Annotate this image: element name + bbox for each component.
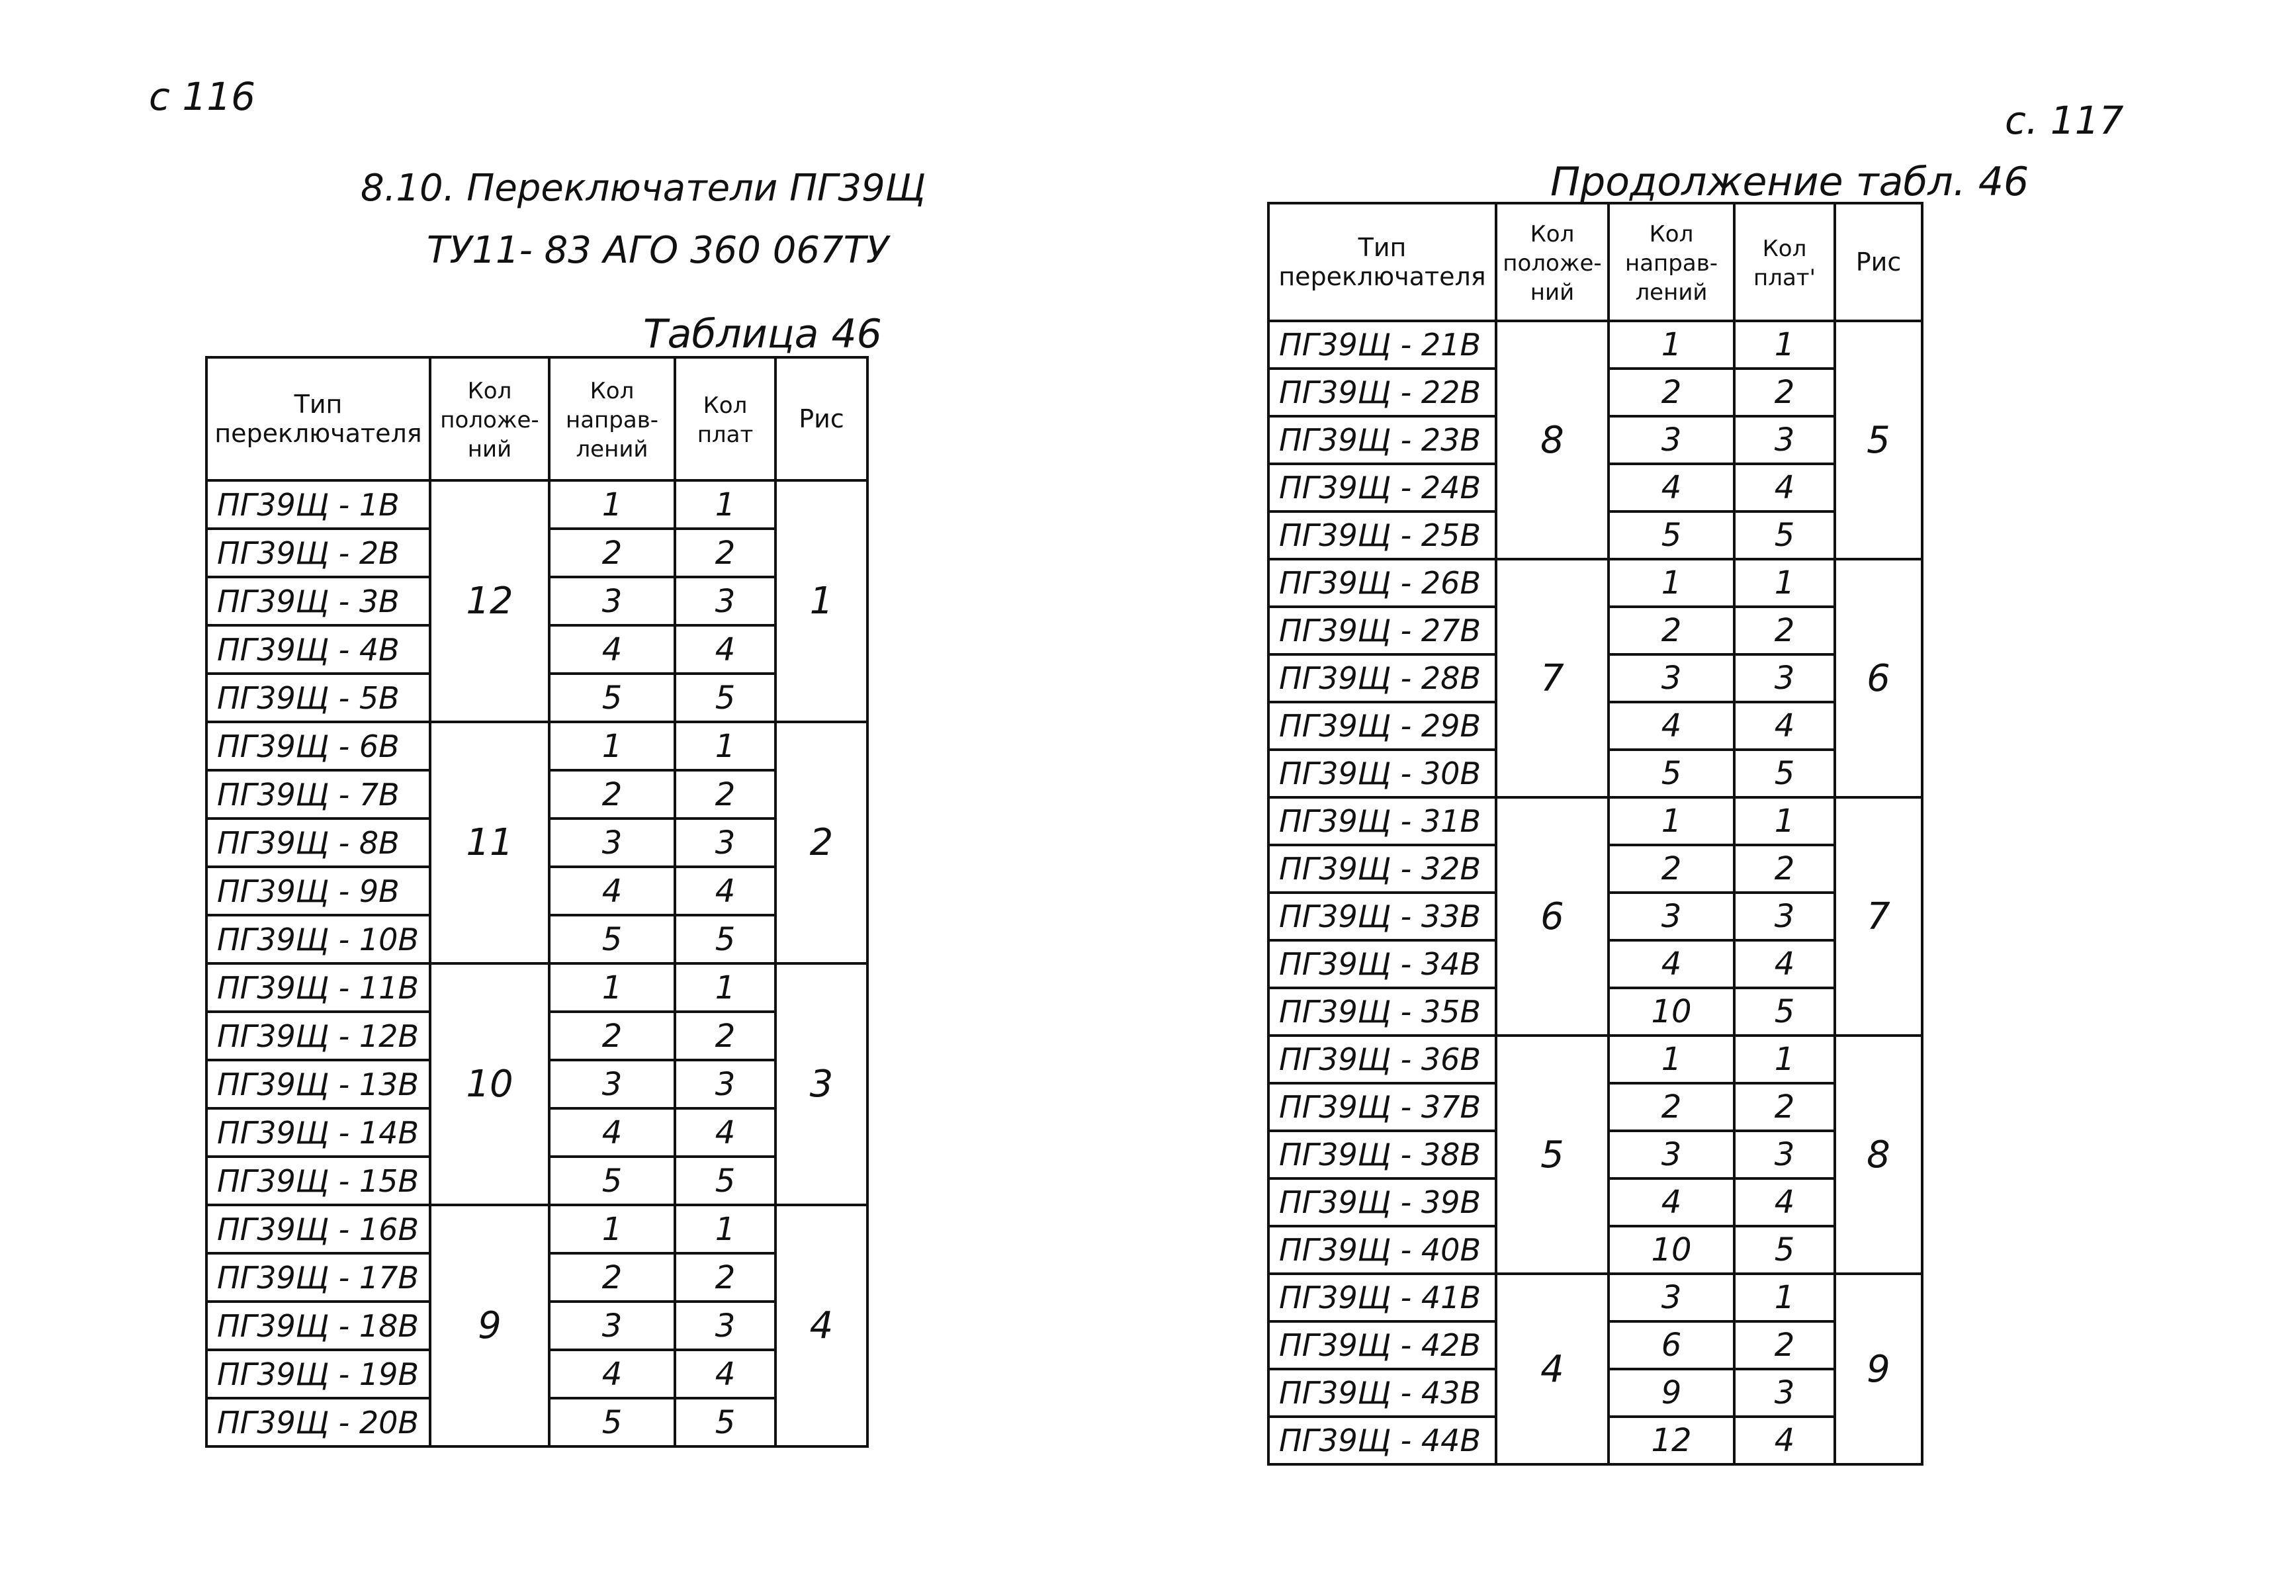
switch-type-cell: ПГ39Щ - 16В [206,1205,430,1253]
directions-cell: 3 [549,819,675,867]
directions-cell: 1 [1609,797,1734,845]
switch-type-cell: ПГ39Щ - 20В [206,1398,430,1446]
directions-cell: 4 [1609,464,1734,511]
table-header-row [206,357,867,480]
right-table-caption: Продолжение табл. 46 [1550,159,2029,205]
switch-type-cell: ПГ39Щ - 4В [206,625,430,674]
plates-cell: 2 [1734,1083,1835,1131]
plates-cell: 2 [1734,1321,1835,1369]
directions-cell: 6 [1609,1321,1734,1369]
figure-cell: 3 [775,963,867,1205]
plates-cell: 3 [1734,1369,1835,1417]
directions-cell: 1 [1609,1036,1734,1083]
switch-type-cell: ПГ39Щ - 12В [206,1012,430,1060]
switch-type-cell: ПГ39Щ - 10В [206,915,430,963]
left-spec-table [205,356,869,1448]
plates-cell: 4 [1734,464,1835,511]
switch-type-cell: ПГ39Щ - 6В [206,722,430,770]
positions-cell: 8 [1496,321,1609,559]
directions-cell: 12 [1609,1417,1734,1464]
plates-cell: 3 [675,1060,775,1108]
directions-cell: 10 [1609,1226,1734,1274]
directions-cell: 3 [1609,416,1734,464]
directions-cell: 5 [549,915,675,963]
plates-cell: 3 [1734,1131,1835,1178]
switch-type-cell: ПГ39Щ - 43В [1268,1369,1496,1417]
plates-cell: 4 [675,1108,775,1157]
switch-type-cell: ПГ39Щ - 40В [1268,1226,1496,1274]
header-figure: Рис [1835,203,1922,321]
positions-cell: 5 [1496,1036,1609,1274]
left-table-body [206,480,867,1446]
switch-type-cell: ПГ39Щ - 33В [1268,893,1496,940]
figure-cell: 7 [1835,797,1922,1036]
plates-cell: 1 [675,1205,775,1253]
plates-cell: 5 [675,1398,775,1446]
plates-cell: 4 [1734,940,1835,988]
switch-type-cell: ПГ39Щ - 38В [1268,1131,1496,1178]
directions-cell: 4 [549,867,675,915]
left-page-number: с 116 [149,74,256,119]
positions-cell: 9 [430,1205,549,1446]
plates-cell: 3 [1734,893,1835,940]
switch-type-cell: ПГ39Щ - 19В [206,1350,430,1398]
switch-type-cell: ПГ39Щ - 21В [1268,321,1496,369]
switch-type-cell: ПГ39Щ - 34В [1268,940,1496,988]
switch-type-cell: ПГ39Щ - 31В [1268,797,1496,845]
plates-cell: 3 [675,819,775,867]
plates-cell: 4 [675,625,775,674]
switch-type-cell: ПГ39Щ - 18В [206,1302,430,1350]
header-type: Тип переключателя [206,357,430,480]
plates-cell: 3 [675,577,775,625]
plates-cell: 1 [1734,559,1835,607]
plates-cell: 5 [675,674,775,722]
switch-type-cell: ПГ39Щ - 27В [1268,607,1496,654]
switch-type-cell: ПГ39Щ - 7В [206,770,430,819]
switch-type-cell: ПГ39Щ - 13В [206,1060,430,1108]
directions-cell: 5 [549,1157,675,1205]
positions-cell: 11 [430,722,549,963]
plates-cell: 3 [1734,416,1835,464]
plates-cell: 4 [1734,702,1835,750]
plates-cell: 2 [1734,845,1835,893]
plates-cell: 4 [1734,1178,1835,1226]
plates-cell: 5 [675,1157,775,1205]
table-row [206,722,867,770]
figure-cell: 9 [1835,1274,1922,1464]
positions-cell: 4 [1496,1274,1609,1464]
switch-type-cell: ПГ39Щ - 1В [206,480,430,529]
directions-cell: 3 [1609,893,1734,940]
figure-cell: 5 [1835,321,1922,559]
plates-cell: 2 [675,770,775,819]
switch-type-cell: ПГ39Щ - 35В [1268,988,1496,1036]
directions-cell: 1 [549,1205,675,1253]
directions-cell: 1 [549,963,675,1012]
directions-cell: 3 [1609,1131,1734,1178]
plates-cell: 4 [1734,1417,1835,1464]
positions-cell: 12 [430,480,549,722]
directions-cell: 2 [549,1012,675,1060]
section-title: 8.10. Переключатели ПГ39Щ [361,167,926,210]
switch-type-cell: ПГ39Щ - 14В [206,1108,430,1157]
switch-type-cell: ПГ39Щ - 44В [1268,1417,1496,1464]
positions-cell: 10 [430,963,549,1205]
directions-cell: 2 [1609,845,1734,893]
figure-cell: 4 [775,1205,867,1446]
directions-cell: 4 [549,1350,675,1398]
plates-cell: 1 [1734,797,1835,845]
directions-cell: 5 [549,674,675,722]
directions-cell: 3 [549,1302,675,1350]
directions-cell: 4 [1609,940,1734,988]
plates-cell: 2 [675,1253,775,1302]
directions-cell: 3 [1609,1274,1734,1321]
plates-cell: 5 [1734,750,1835,797]
plates-cell: 5 [1734,511,1835,559]
directions-cell: 4 [549,1108,675,1157]
spec-line: ТУ11- 83 АГО 360 067ТУ [427,229,889,272]
header-positions: Кол положе- ний [430,357,549,480]
plates-cell: 3 [1734,654,1835,702]
plates-cell: 3 [675,1302,775,1350]
switch-type-cell: ПГ39Щ - 39В [1268,1178,1496,1226]
plates-cell: 1 [1734,321,1835,369]
switch-type-cell: ПГ39Щ - 23В [1268,416,1496,464]
switch-type-cell: ПГ39Щ - 17В [206,1253,430,1302]
directions-cell: 1 [1609,559,1734,607]
figure-cell: 2 [775,722,867,963]
right-page-number: с. 117 [2005,98,2124,143]
plates-cell: 2 [675,529,775,577]
plates-cell: 1 [675,722,775,770]
table-row [1268,1036,1922,1083]
right-table-body [1268,321,1922,1464]
directions-cell: 5 [549,1398,675,1446]
right-spec-table [1267,202,1923,1466]
directions-cell: 2 [549,770,675,819]
figure-cell: 1 [775,480,867,722]
switch-type-cell: ПГ39Щ - 29В [1268,702,1496,750]
directions-cell: 2 [1609,369,1734,416]
switch-type-cell: ПГ39Щ - 36В [1268,1036,1496,1083]
directions-cell: 1 [549,480,675,529]
positions-cell: 7 [1496,559,1609,797]
switch-type-cell: ПГ39Щ - 15В [206,1157,430,1205]
directions-cell: 2 [1609,1083,1734,1131]
directions-cell: 2 [1609,607,1734,654]
header-directions: Кол направ- лений [549,357,675,480]
plates-cell: 5 [1734,988,1835,1036]
switch-type-cell: ПГ39Щ - 30В [1268,750,1496,797]
switch-type-cell: ПГ39Щ - 28В [1268,654,1496,702]
switch-type-cell: ПГ39Щ - 5В [206,674,430,722]
switch-type-cell: ПГ39Щ - 9В [206,867,430,915]
directions-cell: 3 [549,1060,675,1108]
directions-cell: 4 [1609,1178,1734,1226]
directions-cell: 2 [549,529,675,577]
header-figure: Рис [775,357,867,480]
plates-cell: 1 [675,963,775,1012]
left-table-caption: Таблица 46 [643,311,882,357]
directions-cell: 1 [549,722,675,770]
switch-type-cell: ПГ39Щ - 25В [1268,511,1496,559]
plates-cell: 2 [1734,369,1835,416]
switch-type-cell: ПГ39Щ - 2В [206,529,430,577]
directions-cell: 5 [1609,750,1734,797]
table-row [206,480,867,529]
plates-cell: 4 [675,867,775,915]
header-plates: Кол плат [675,357,775,480]
directions-cell: 9 [1609,1369,1734,1417]
plates-cell: 2 [675,1012,775,1060]
header-positions: Кол положе- ний [1496,203,1609,321]
directions-cell: 4 [549,625,675,674]
switch-type-cell: ПГ39Щ - 26В [1268,559,1496,607]
directions-cell: 3 [549,577,675,625]
table-row [1268,1274,1922,1321]
directions-cell: 5 [1609,511,1734,559]
plates-cell: 2 [1734,607,1835,654]
plates-cell: 1 [1734,1274,1835,1321]
plates-cell: 5 [675,915,775,963]
table-header-row [1268,203,1922,321]
switch-type-cell: ПГ39Щ - 3В [206,577,430,625]
switch-type-cell: ПГ39Щ - 22В [1268,369,1496,416]
table-row [206,1205,867,1253]
plates-cell: 4 [675,1350,775,1398]
switch-type-cell: ПГ39Щ - 32В [1268,845,1496,893]
header-directions: Кол направ- лений [1609,203,1734,321]
directions-cell: 2 [549,1253,675,1302]
switch-type-cell: ПГ39Щ - 41В [1268,1274,1496,1321]
plates-cell: 5 [1734,1226,1835,1274]
table-row [1268,797,1922,845]
table-row [1268,559,1922,607]
header-type: Тип переключателя [1268,203,1496,321]
switch-type-cell: ПГ39Щ - 11В [206,963,430,1012]
plates-cell: 1 [1734,1036,1835,1083]
switch-type-cell: ПГ39Щ - 24В [1268,464,1496,511]
directions-cell: 10 [1609,988,1734,1036]
switch-type-cell: ПГ39Щ - 37В [1268,1083,1496,1131]
directions-cell: 4 [1609,702,1734,750]
table-row [206,963,867,1012]
directions-cell: 1 [1609,321,1734,369]
header-plates: Кол плат' [1734,203,1835,321]
figure-cell: 6 [1835,559,1922,797]
positions-cell: 6 [1496,797,1609,1036]
directions-cell: 3 [1609,654,1734,702]
table-row [1268,321,1922,369]
switch-type-cell: ПГ39Щ - 42В [1268,1321,1496,1369]
switch-type-cell: ПГ39Щ - 8В [206,819,430,867]
plates-cell: 1 [675,480,775,529]
figure-cell: 8 [1835,1036,1922,1274]
